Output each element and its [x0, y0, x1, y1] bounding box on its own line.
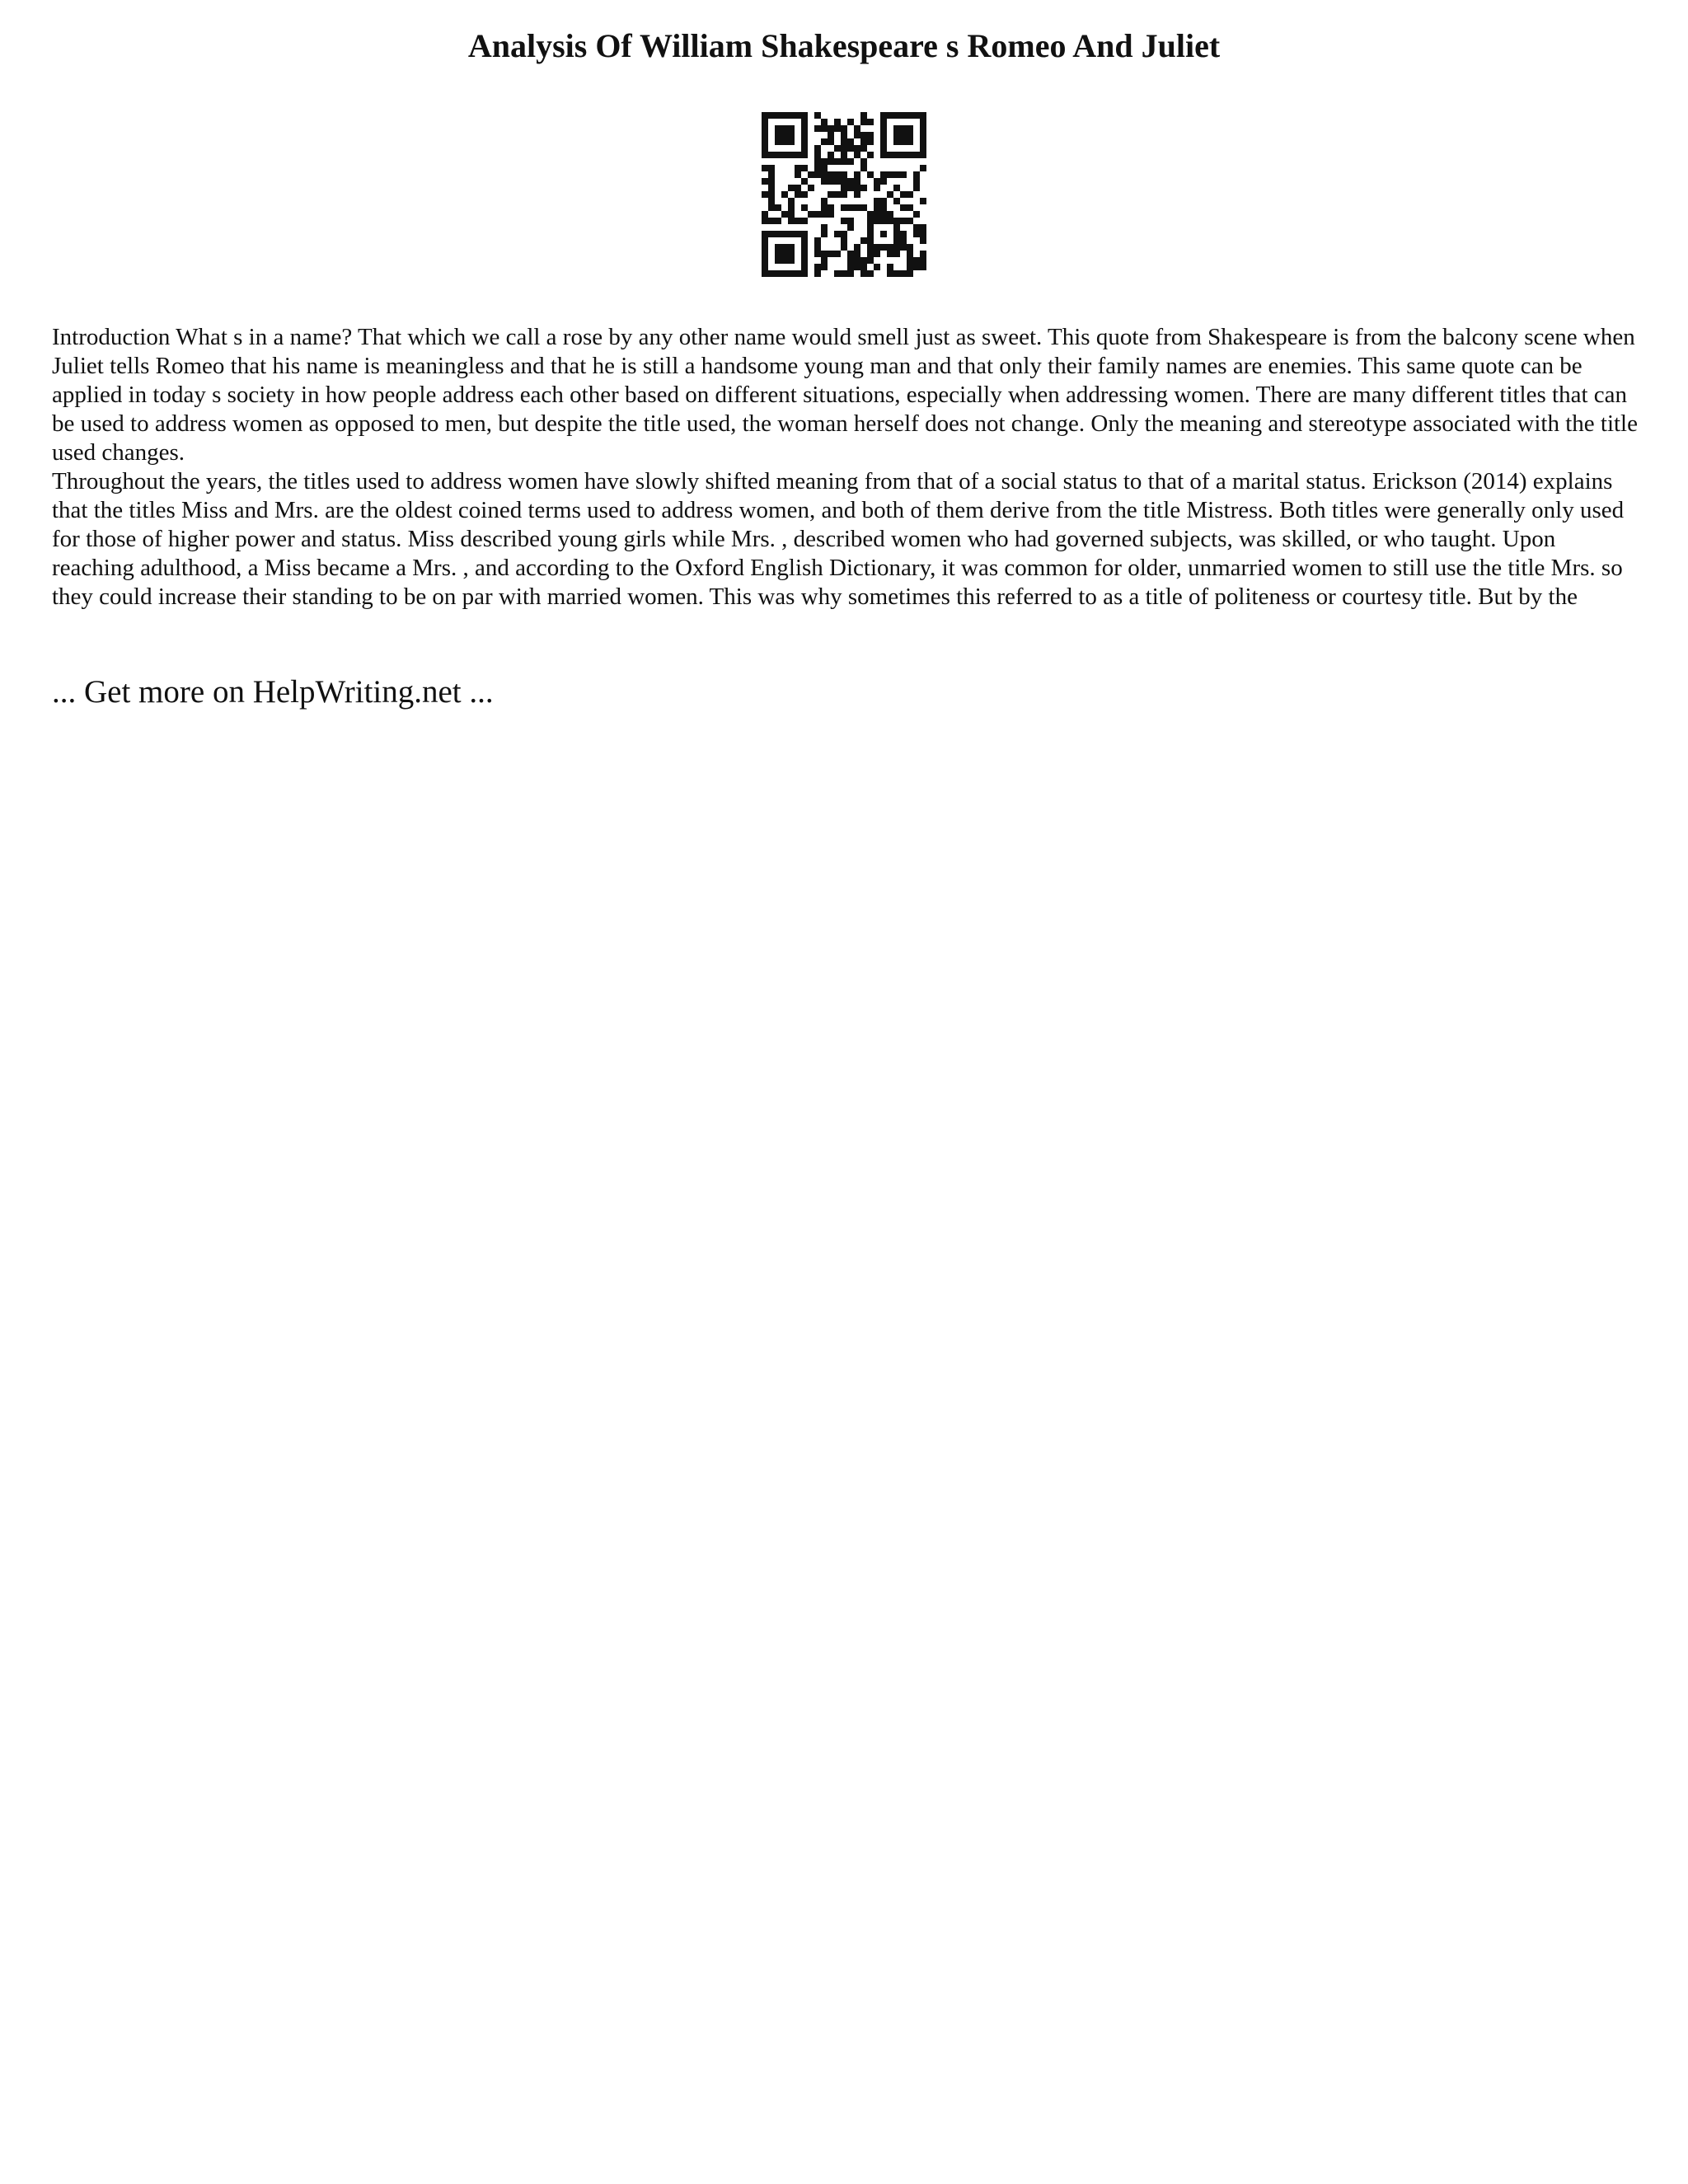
get-more-link[interactable]: ... Get more on HelpWriting.net ...	[52, 674, 494, 710]
qr-code-icon	[762, 112, 926, 277]
article-body	[52, 323, 1643, 612]
paragraph-history: Throughout the years, the titles used to address women have slowly shifted meaning from that of a social status to that of a marital status. Erickson (2014) explains that the titles Miss and Mrs. are the oldest coined terms used to address women, and both of them derive from the title Mistress. Both titles were generally only used for those of higher power and status. Miss described young girls while Mrs. , described women who had governed subjects, was skilled, or who taught. Upon reaching adulthood, a Miss became a Mrs. , and according to the Oxford English Dictionary, it was common for older, unmarried women to still use the title Mrs. so they could increase their standing to be on par with married women. This was why sometimes this referred to as a title of politeness or courtesy title. But by the	[52, 468, 1625, 610]
paragraph-introduction: Introduction What s in a name? That which we call a rose by any other name would smell just as sweet. This quote from Shakespeare is from the balcony scene when Juliet tells Romeo that his name is meaningless and that he is still a handsome young man and that only their family names are enemies. This same quote can be applied in today s society in how people address each other based on different situations, especially when addressing women. There are many different titles that can be used to address women as opposed to men, but despite the title used, the woman herself does not change. Only the meaning and stereotype associated with the title used changes.	[52, 324, 1638, 466]
page-title: Analysis Of William Shakespeare s Romeo And Juliet	[467, 27, 1221, 64]
